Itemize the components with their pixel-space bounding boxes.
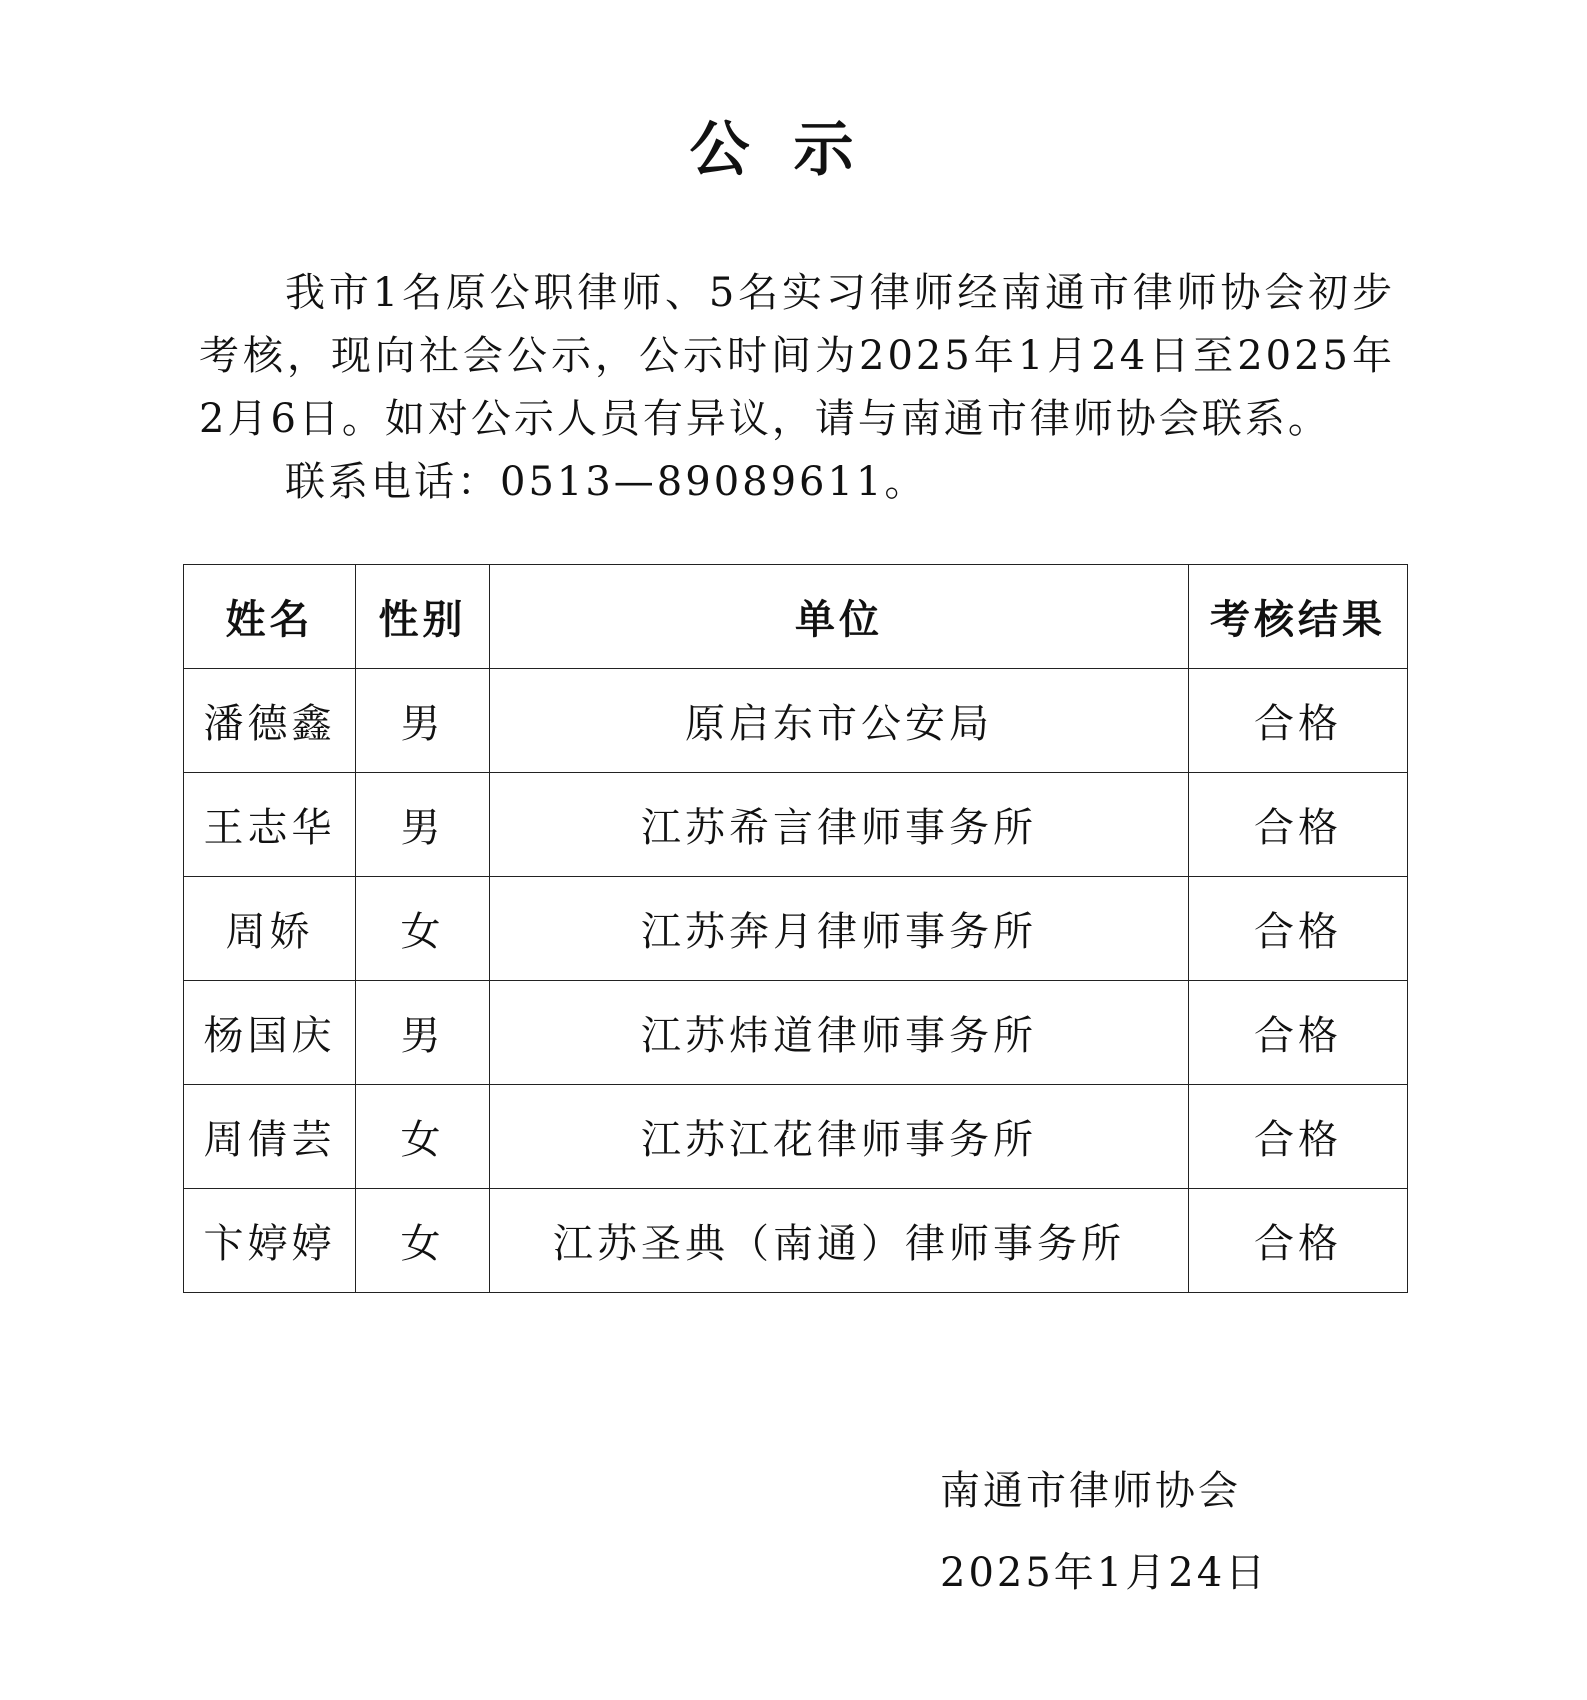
cell-unit: 江苏炜道律师事务所: [490, 981, 1189, 1085]
table-row: [184, 1085, 1408, 1189]
header-gender: 性别: [356, 565, 490, 669]
cell-name: 卞婷婷: [184, 1189, 356, 1293]
table-row: [184, 669, 1408, 773]
table-row: [184, 1189, 1408, 1293]
table-row: [184, 877, 1408, 981]
cell-unit: 原启东市公安局: [490, 669, 1189, 773]
notice-body: [199, 262, 1395, 514]
cell-unit: 江苏江花律师事务所: [490, 1085, 1189, 1189]
cell-result: 合格: [1189, 877, 1408, 981]
cell-name: 周娇: [184, 877, 356, 981]
signature-date: 2025年1月24日: [940, 1550, 1269, 1596]
cell-unit: 江苏希言律师事务所: [490, 773, 1189, 877]
cell-name: 潘德鑫: [184, 669, 356, 773]
cell-name: 周倩芸: [184, 1085, 356, 1189]
cell-gender: 男: [356, 981, 490, 1085]
candidate-table: [183, 564, 1408, 1293]
header-unit: 单位: [490, 565, 1189, 669]
cell-unit: 江苏奔月律师事务所: [490, 877, 1189, 981]
cell-gender: 男: [356, 669, 490, 773]
cell-gender: 男: [356, 773, 490, 877]
cell-result: 合格: [1189, 669, 1408, 773]
signature-block: [940, 1450, 1268, 1614]
notice-intro-paragraph: 我市1名原公职律师、5名实习律师经南通市律师协会初步考核，现向社会公示，公示时间为2025年1月24日至2025年2月6日。如对公示人员有异议，请与南通市律师协会联系。: [199, 270, 1395, 442]
cell-result: 合格: [1189, 1189, 1408, 1293]
cell-gender: 女: [356, 877, 490, 981]
cell-name: 王志华: [184, 773, 356, 877]
header-result: 考核结果: [1189, 565, 1408, 669]
notice-contact-line: 联系电话：0513—89089611。: [285, 459, 928, 505]
signature-organization: 南通市律师协会: [940, 1468, 1241, 1514]
table-row: [184, 773, 1408, 877]
page-title: 公示: [689, 115, 898, 185]
cell-name: 杨国庆: [184, 981, 356, 1085]
cell-result: 合格: [1189, 981, 1408, 1085]
cell-result: 合格: [1189, 773, 1408, 877]
cell-gender: 女: [356, 1189, 490, 1293]
table-row: [184, 981, 1408, 1085]
table-header-row: [184, 565, 1408, 669]
cell-unit: 江苏圣典（南通）律师事务所: [490, 1189, 1189, 1293]
cell-result: 合格: [1189, 1085, 1408, 1189]
header-name: 姓名: [184, 565, 356, 669]
cell-gender: 女: [356, 1085, 490, 1189]
